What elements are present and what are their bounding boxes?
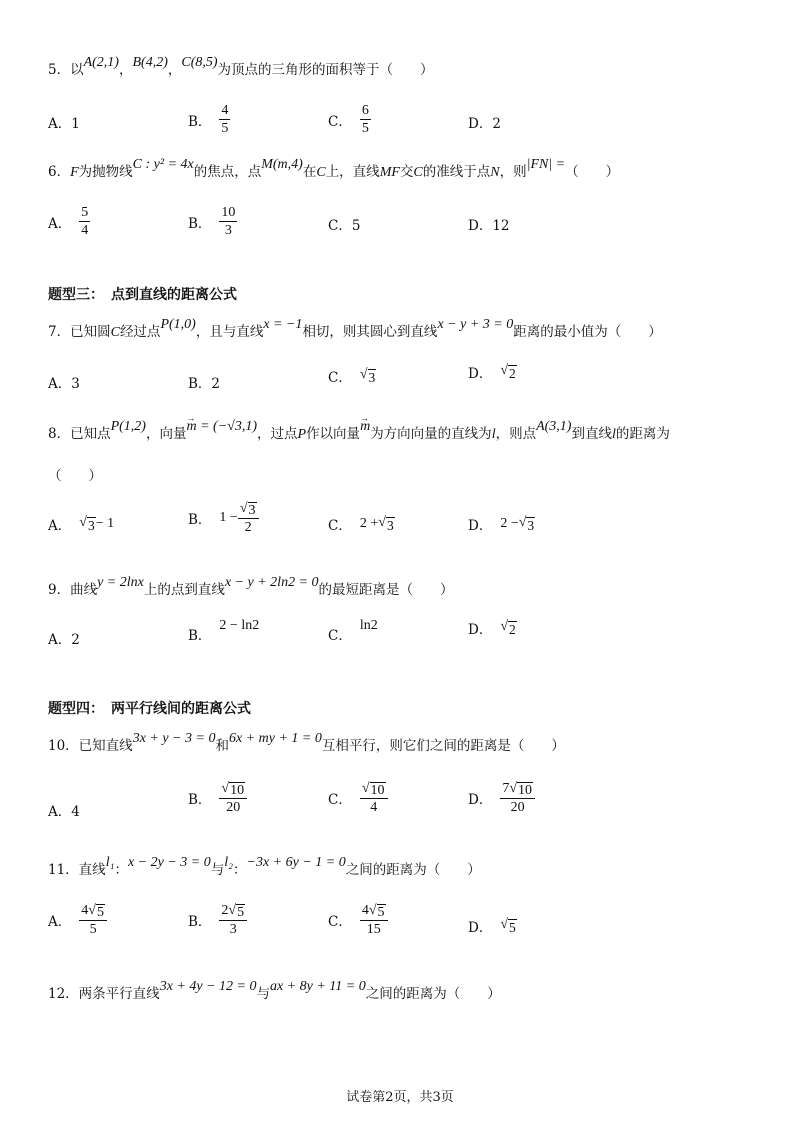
q7-option-c[interactable]: [328, 366, 376, 386]
sqrt: [509, 780, 533, 798]
option-label: A．: [48, 914, 72, 930]
point-a: A(3,1): [536, 419, 572, 434]
radicand: 3: [368, 370, 376, 385]
text: 的最短距离是（ ）: [318, 582, 454, 598]
q6-option-b[interactable]: [188, 204, 237, 239]
radical-sign: √: [359, 367, 368, 382]
sqrt: [519, 515, 535, 533]
option-label: C．: [328, 518, 352, 534]
expr-head: 2 −: [500, 516, 519, 531]
option-label: A．: [48, 518, 72, 534]
q8-paren: （ ）: [48, 468, 102, 484]
option-label: D．: [468, 518, 493, 534]
sqrt: [369, 902, 386, 920]
radicand: 10: [518, 783, 533, 798]
q11-option-b[interactable]: [188, 902, 247, 938]
coefficient: 7: [502, 781, 510, 796]
text: 和: [215, 738, 229, 754]
line-eq: x − y + 2ln2 = 0: [224, 575, 319, 590]
q5-option-c[interactable]: [328, 102, 371, 137]
q9-option-d[interactable]: [468, 618, 517, 638]
option-text: D．2: [468, 116, 501, 132]
question-5: [48, 55, 434, 81]
section-heading-3: 题型三： 点到直线的距离公式: [48, 287, 237, 303]
text: 经过点: [119, 324, 161, 340]
q9-option-c[interactable]: [328, 618, 378, 644]
option-label: D．: [468, 366, 493, 382]
q8-prefix: 8．已知点: [48, 426, 111, 442]
option-text: C．5: [328, 218, 361, 234]
var-c: C: [316, 165, 326, 180]
q9-option-b[interactable]: [188, 618, 260, 644]
option-label: B．: [188, 113, 212, 130]
q5-option-d[interactable]: [468, 112, 501, 132]
var-p: P: [297, 427, 307, 442]
radicand: 3: [527, 518, 535, 533]
line-name: l₁: [105, 855, 115, 870]
var-l: l: [611, 427, 616, 442]
question-10: [48, 731, 565, 757]
radicand: 5: [237, 905, 245, 920]
question-7: [48, 317, 662, 343]
fraction: [219, 102, 230, 137]
denominator: 4: [370, 800, 378, 815]
var-f: F: [70, 165, 79, 180]
text: 上，直线: [325, 164, 380, 180]
line-eq: ax + 8y + 11 = 0: [269, 979, 366, 994]
option-text: D．12: [468, 218, 510, 234]
text: （ ）: [565, 164, 620, 180]
line-mf: MF: [379, 165, 400, 180]
vector-m: → m: [360, 417, 370, 437]
radical-sign: √: [518, 515, 527, 530]
colon: ：: [114, 862, 128, 878]
var-n: N: [490, 165, 500, 180]
parabola-eq: C : y² = 4x: [132, 157, 194, 172]
line-eq: 3x + y − 3 = 0: [132, 731, 216, 746]
point-c: C(8,5): [181, 55, 218, 70]
q7-option-d[interactable]: [468, 362, 517, 382]
text: 的距离为: [615, 426, 670, 442]
q10-option-c[interactable]: [328, 780, 388, 816]
q8-option-d[interactable]: [468, 514, 535, 534]
q7-option-b[interactable]: [188, 372, 220, 392]
option-text: A．3: [48, 376, 80, 392]
sqrt: [360, 367, 376, 385]
var-c: C: [413, 165, 423, 180]
q11-option-c[interactable]: [328, 902, 388, 938]
sqrt: [88, 902, 105, 920]
page-footer: 试卷第2页，共3页: [346, 1090, 454, 1105]
point-m: M(m,4): [261, 157, 303, 172]
radical-sign: √: [228, 903, 237, 918]
q5-option-b[interactable]: [188, 102, 230, 137]
q6-prefix: 6．: [48, 164, 71, 180]
q12-prefix: 12．两条平行直线: [48, 986, 160, 1002]
question-6: [48, 157, 620, 183]
comma: ，: [167, 62, 182, 78]
line-eq: x − 2y − 3 = 0: [127, 855, 211, 870]
option-label: B．: [188, 628, 212, 644]
sqrt: [228, 902, 245, 920]
option-label: D．: [468, 920, 493, 936]
q8-option-c[interactable]: [328, 514, 395, 534]
q8-option-a[interactable]: [48, 514, 114, 534]
option-label: B．: [188, 512, 212, 528]
point-a: A(2,1): [83, 55, 119, 70]
fraction: [219, 204, 237, 239]
radical-sign: √: [378, 515, 386, 530]
line-eq: 3x + 4y − 12 = 0: [159, 979, 257, 994]
q8-option-b[interactable]: [188, 500, 259, 536]
option-label: C．: [328, 370, 352, 386]
radical-sign: √: [88, 903, 96, 918]
expr-head: 2 +: [359, 516, 379, 531]
radical-sign: √: [368, 903, 377, 918]
sqrt: [500, 363, 516, 381]
option-label: A．: [48, 215, 72, 232]
point-p: P(1,0): [160, 317, 196, 332]
denominator: 5: [89, 922, 97, 937]
expr-tail: − 1: [95, 516, 115, 531]
sqrt: [221, 780, 245, 798]
section-heading-4: 题型四： 两平行线间的距离公式: [48, 701, 251, 717]
radicand: 5: [96, 905, 104, 920]
option-label: C．: [328, 792, 352, 808]
fraction: [219, 780, 247, 816]
text: 到直线: [571, 426, 612, 442]
text: ，向量: [145, 426, 187, 442]
text: 的焦点，点: [193, 164, 262, 180]
fraction: [360, 902, 388, 938]
option-label: B．: [188, 215, 212, 232]
denominator: 3: [224, 223, 232, 238]
q10-option-d[interactable]: [468, 780, 535, 816]
question-11: [48, 855, 481, 881]
q6-option-a[interactable]: [48, 204, 90, 239]
radicand: 10: [230, 783, 245, 798]
option-label: C．: [328, 628, 352, 644]
q6-option-d[interactable]: [468, 214, 510, 234]
option-label: C．: [328, 914, 352, 930]
var-l: l: [491, 427, 496, 442]
line-eq: −3x + 6y − 1 = 0: [246, 855, 346, 870]
text: 互相平行，则它们之间的距离是（ ）: [321, 738, 565, 754]
numerator: 6: [361, 103, 369, 118]
text: 在: [302, 164, 317, 180]
radicand: 2: [509, 366, 516, 381]
text: 之间的距离为（ ）: [345, 862, 481, 878]
q10-option-b[interactable]: [188, 780, 247, 816]
q11-prefix: 11．直线: [48, 862, 106, 878]
radicand: 3: [87, 518, 95, 533]
option-text: A．1: [48, 116, 80, 132]
text: 相切，则其圆心到直线: [302, 324, 438, 340]
radical-sign: √: [500, 619, 509, 634]
option-value: 2 − ln2: [219, 618, 260, 633]
radicand: 5: [377, 905, 385, 920]
text: 与: [256, 986, 270, 1002]
fraction: [219, 902, 247, 938]
curve-eq: y = 2lnx: [97, 575, 144, 590]
denominator: 15: [366, 922, 381, 937]
q5-option-a[interactable]: [48, 112, 80, 132]
abs-fn: |FN| =: [526, 157, 566, 172]
text: ，则点: [495, 426, 537, 442]
text: 上的点到直线: [143, 582, 225, 598]
numerator: 5: [81, 205, 89, 220]
option-label: C．: [328, 113, 352, 130]
text: ，则: [499, 164, 527, 180]
q11-option-a[interactable]: [48, 902, 107, 938]
denominator: 2: [244, 520, 252, 535]
q6-option-c[interactable]: [328, 214, 360, 234]
option-value: ln2: [359, 618, 378, 633]
var-c: C: [110, 325, 120, 340]
radical-sign: √: [361, 781, 370, 796]
fraction: [360, 102, 371, 137]
option-text: A．2: [48, 632, 80, 648]
radical-sign: √: [500, 917, 509, 932]
radical-sign: √: [500, 363, 509, 378]
q9-prefix: 9．曲线: [48, 582, 98, 598]
text: 交: [399, 164, 414, 180]
option-label: B．: [188, 914, 212, 930]
q11-option-d[interactable]: [468, 916, 517, 936]
option-label: D．: [468, 622, 493, 638]
question-8: [48, 419, 670, 445]
q5-prefix: 5．以: [48, 62, 84, 78]
fraction: [500, 780, 535, 816]
radicand: 3: [248, 503, 256, 518]
denominator: 20: [226, 800, 241, 815]
coefficient: 2: [221, 903, 229, 918]
sqrt: [500, 917, 516, 935]
point-p: P(1,2): [110, 419, 146, 434]
q10-option-a[interactable]: [48, 800, 80, 820]
q9-option-a[interactable]: [48, 628, 80, 648]
line-eq: 6x + my + 1 = 0: [228, 731, 322, 746]
denominator: 20: [510, 800, 525, 815]
radicand: 10: [370, 783, 385, 798]
radical-sign: √: [221, 781, 230, 796]
q10-prefix: 10．已知直线: [48, 738, 133, 754]
radical-sign: √: [509, 781, 518, 796]
denominator: 3: [229, 922, 237, 937]
radical-sign: √: [79, 515, 87, 530]
vector-m: → m = (−√3,1): [186, 417, 257, 437]
text: ，且与直线: [195, 324, 264, 340]
line-eq: x − y + 3 = 0: [437, 317, 514, 332]
denominator: 4: [81, 223, 89, 238]
line-eq: x = −1: [263, 317, 303, 332]
numerator: 4: [221, 103, 229, 118]
denominator: 5: [221, 121, 229, 136]
numerator: 10: [221, 205, 236, 220]
text: 之间的距离为（ ）: [365, 986, 501, 1002]
radicand: 2: [509, 622, 516, 637]
text: 距离的最小值为（ ）: [513, 324, 662, 340]
sqrt: [79, 515, 95, 533]
text: 为方向向量的直线为: [370, 426, 492, 442]
line-name: l₂: [224, 855, 233, 870]
sqrt: [500, 619, 516, 637]
text: 与: [210, 862, 225, 878]
text: 为抛物线: [78, 164, 133, 180]
option-text: A．4: [48, 804, 80, 820]
text: 的准线于点: [422, 164, 491, 180]
fraction: [238, 500, 259, 536]
fraction: [79, 902, 107, 938]
option-text: B．2: [188, 376, 221, 392]
question-12: [48, 979, 501, 1005]
sqrt: [362, 780, 386, 798]
coefficient: 4: [361, 903, 369, 918]
colon: ：: [233, 862, 247, 878]
denominator: 5: [361, 121, 369, 136]
option-label: B．: [188, 792, 212, 808]
point-b: B(4,2): [132, 55, 168, 70]
sqrt: [378, 515, 394, 533]
expr-head: 1 −: [219, 510, 238, 525]
q7-option-a[interactable]: [48, 372, 80, 392]
text: ，过点: [257, 426, 298, 442]
fraction: [79, 204, 90, 239]
radicand: 3: [386, 518, 394, 533]
fraction: [360, 780, 388, 816]
radicand: 5: [509, 920, 516, 935]
q7-prefix: 7．已知圆: [48, 324, 111, 340]
radical-sign: √: [239, 501, 248, 516]
q5-text: 为顶点的三角形的面积等于（ ）: [217, 62, 434, 78]
option-label: D．: [468, 792, 493, 808]
sqrt: [240, 500, 257, 518]
comma: ，: [118, 62, 133, 78]
question-9: [48, 575, 454, 601]
text: 作以向量: [306, 426, 361, 442]
coefficient: 4: [81, 903, 89, 918]
